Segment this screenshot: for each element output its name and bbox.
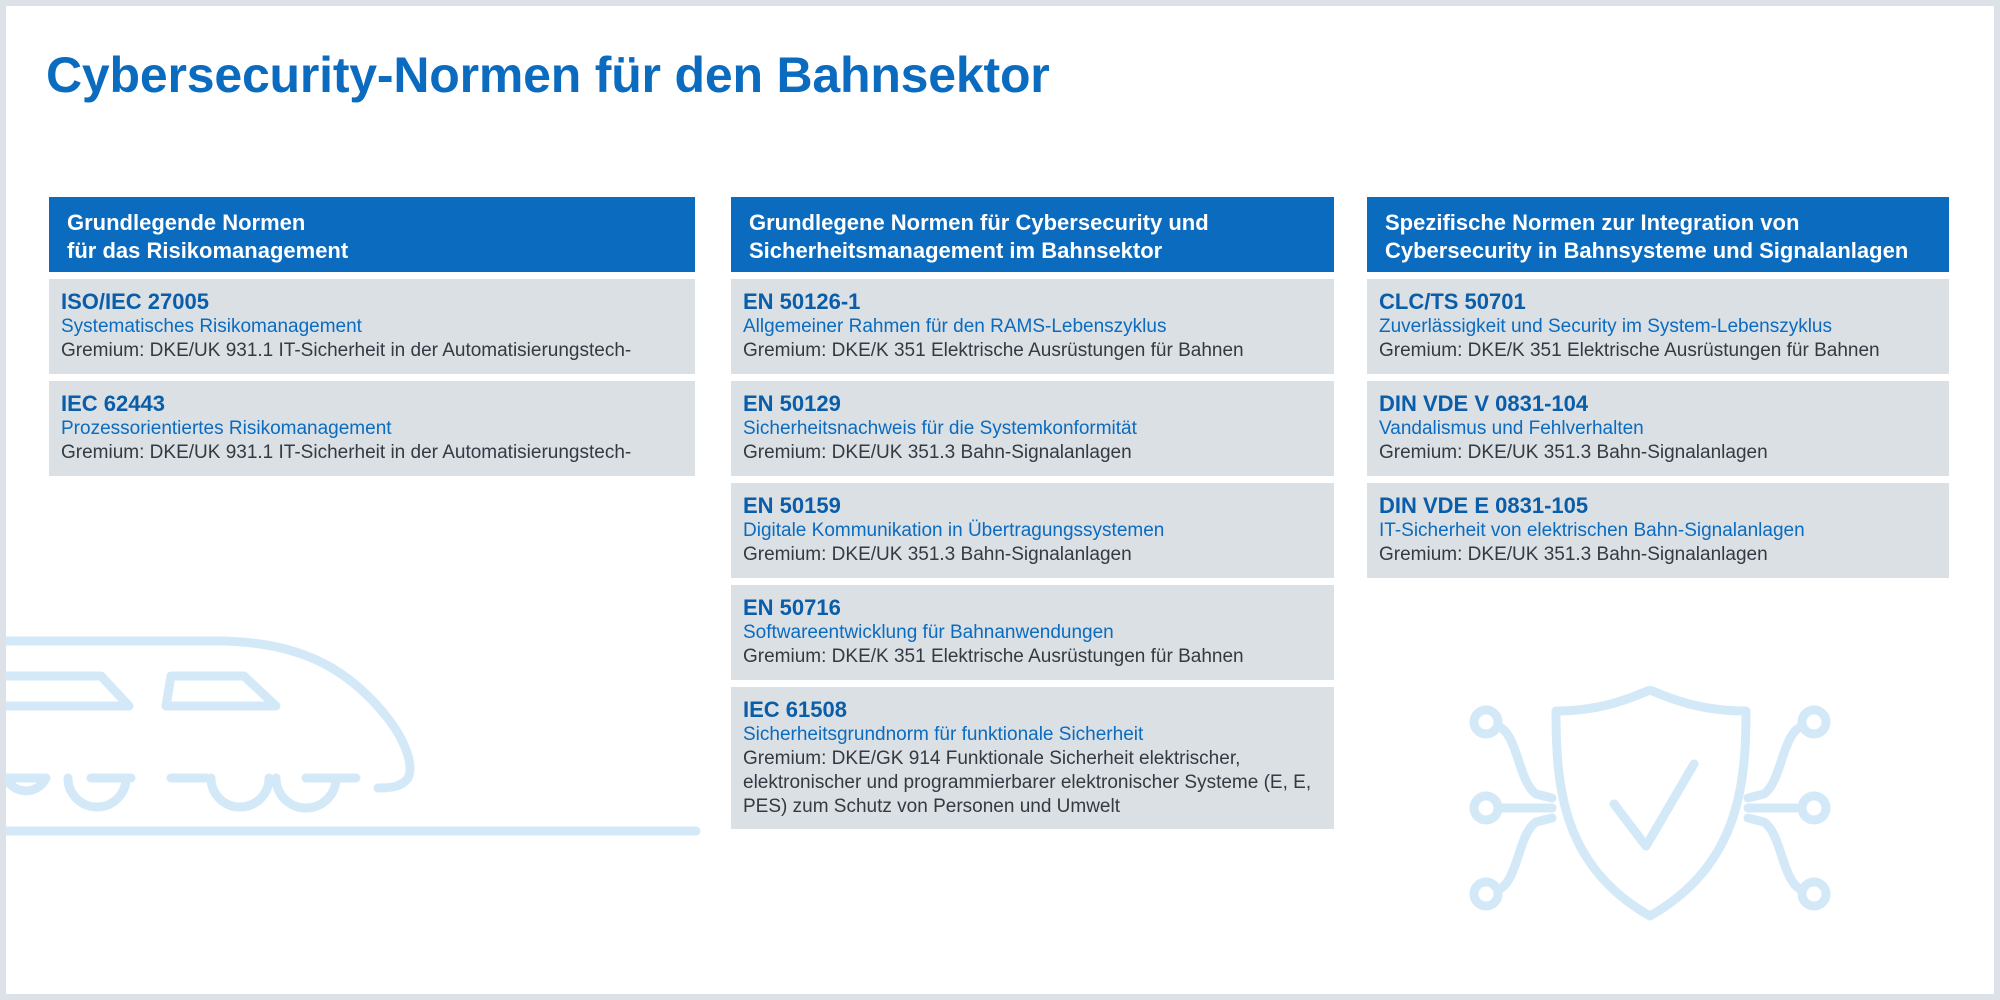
norm-committee: Gremium: DKE/UK 351.3 Bahn-Signalanlagen (743, 442, 1132, 463)
norm-code: DIN VDE E 0831-105 (1379, 493, 1589, 518)
infographic-frame (6, 6, 1994, 994)
norm-card (1367, 381, 1949, 476)
norm-card (731, 687, 1334, 829)
norm-card (1367, 279, 1949, 374)
shield-circuit-icon (1456, 686, 1856, 926)
norm-card (731, 381, 1334, 476)
norm-code: EN 50716 (743, 595, 841, 620)
norm-description: Vandalismus und Fehlverhalten (1379, 418, 1644, 439)
norm-committee: Gremium: DKE/UK 931.1 IT-Sicherheit in der Automatisierungstech- (61, 340, 632, 361)
norm-committee: Gremium: DKE/K 351 Elektrische Ausrüstungen für Bahnen (743, 340, 1244, 361)
norm-committee: Gremium: DKE/K 351 Elektrische Ausrüstungen für Bahnen (1379, 340, 1880, 361)
norm-description: Systematisches Risikomanagement (61, 316, 362, 337)
norm-description: IT-Sicherheit von elektrischen Bahn-Signalanlagen (1379, 520, 1805, 541)
norm-code: DIN VDE V 0831-104 (1379, 391, 1589, 416)
column-header: Grundlegene Normen für Cybersecurity und Sicherheitsmanagement im Bahnsektor (731, 197, 1334, 272)
norm-committee: Gremium: DKE/UK 351.3 Bahn-Signalanlagen (1379, 544, 1768, 565)
norm-description: Digitale Kommunikation in Übertragungssystemen (743, 520, 1165, 541)
column-rail-security-management (731, 197, 1334, 829)
norm-card (49, 381, 695, 476)
column-header: Spezifische Normen zur Integration von Cybersecurity in Bahnsysteme und Signalanlagen (1367, 197, 1949, 272)
norm-description: Prozessorientiertes Risikomanagement (61, 418, 392, 439)
norm-code: EN 50126-1 (743, 289, 861, 314)
norm-code: EN 50159 (743, 493, 841, 518)
norm-code: EN 50129 (743, 391, 841, 416)
norm-card (49, 279, 695, 374)
norm-code: ISO/IEC 27005 (61, 289, 209, 314)
train-icon (6, 606, 726, 846)
norm-committee: Gremium: DKE/GK 914 Funktionale Sicherheit elektrischer, elektronischer und programmierbarer elektronischer Systeme (E, E, PES) zum Schutz von Personen und Umwelt (743, 748, 1312, 817)
norm-code: IEC 62443 (61, 391, 165, 416)
norm-committee: Gremium: DKE/UK 931.1 IT-Sicherheit in der Automatisierungstech- (61, 442, 632, 463)
norm-description: Sicherheitsnachweis für die Systemkonformität (743, 418, 1137, 439)
norm-description: Sicherheitsgrundnorm für funktionale Sicherheit (743, 724, 1144, 745)
norm-code: CLC/TS 50701 (1379, 289, 1526, 314)
column-header: Grundlegende Normen für das Risikomanagement (49, 197, 695, 272)
norm-committee: Gremium: DKE/UK 351.3 Bahn-Signalanlagen (1379, 442, 1768, 463)
norm-card (1367, 483, 1949, 578)
norm-description: Softwareentwicklung für Bahnanwendungen (743, 622, 1114, 643)
norm-committee: Gremium: DKE/UK 351.3 Bahn-Signalanlagen (743, 544, 1132, 565)
norm-committee: Gremium: DKE/K 351 Elektrische Ausrüstungen für Bahnen (743, 646, 1244, 667)
norm-description: Zuverlässigkeit und Security im System-Lebenszyklus (1379, 316, 1833, 337)
page-title: Cybersecurity-Normen für den Bahnsektor (46, 47, 1050, 103)
column-signalling-integration (1367, 197, 1949, 578)
norm-description: Allgemeiner Rahmen für den RAMS-Lebenszyklus (743, 316, 1167, 337)
column-risk-management (49, 197, 695, 476)
norm-card (731, 279, 1334, 374)
norm-code: IEC 61508 (743, 697, 847, 722)
norm-card (731, 483, 1334, 578)
norm-card (731, 585, 1334, 680)
